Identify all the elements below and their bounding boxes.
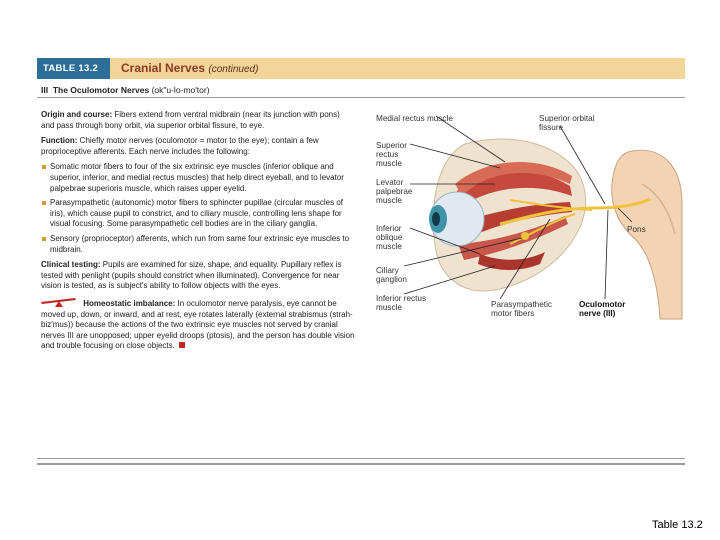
label-inferior-rectus: Inferior rectus muscle xyxy=(376,294,427,312)
clinical-text: Pupils are examined for size, shape, and equality. Pupillary reflex is tested with penlight (pupils should constrict when illuminated). Convergence for near vision is tested, as is subject's ability to follow objects with the eyes. xyxy=(41,260,342,291)
origin-paragraph xyxy=(41,110,355,131)
label-superior-rectus: Superior rectus muscle xyxy=(376,141,407,168)
label-ciliary-ganglion: Ciliary ganglion xyxy=(376,266,407,284)
origin-text: Fibers extend from ventral midbrain (near its junction with pons) and pass through bony orbit, via superior orbital fissure, to eye. xyxy=(41,110,340,130)
bottom-divider-thick xyxy=(37,463,685,465)
list-item: Parasympathetic (autonomic) motor fibers to sphincter pupillae (circular muscles of iris), which cause pupil to constrict, and to ciliary muscle, controlling lens shape for visual focusing. Some parasympathetic cell bodies are in the ciliary ganglia. xyxy=(41,198,355,230)
table-header xyxy=(37,58,685,79)
label-medial-rectus: Medial rectus muscle xyxy=(376,114,453,123)
clinical-paragraph xyxy=(41,260,355,292)
section-pronunciation: (ok″u-lo-mo′tor) xyxy=(151,85,210,95)
label-pons: Pons xyxy=(627,225,646,234)
section-divider xyxy=(37,97,685,98)
oculomotor-diagram xyxy=(360,104,685,324)
label-parasympathetic: Parasympathetic motor fibers xyxy=(491,300,552,318)
section-numeral: III xyxy=(41,85,49,95)
function-text: Chiefly motor nerves (oculomotor = motor to the eye); contain a few proprioceptive afferents. Each nerve includes the following: xyxy=(41,136,319,156)
end-marker-icon xyxy=(179,342,185,348)
origin-label: Origin and course: xyxy=(41,110,113,119)
table-title xyxy=(121,58,258,79)
label-inferior-oblique: Inferior oblique muscle xyxy=(376,224,403,251)
list-item: Sensory (proprioceptor) afferents, which run from same four extrinsic eye muscles to midbrain. xyxy=(41,234,355,255)
imbalance-text: In oculomotor nerve paralysis, eye cannot be moved up, down, or inward, and at rest, eye rotates laterally (external strabismus (strah-biz′mus)) because the actions of the two extrinsic eye muscles not served by cranial nerves III are unopposed; upper eyelid droops (ptosis), and the person has double vision and trouble focusing on close objects. xyxy=(41,298,355,351)
function-bullet-list xyxy=(41,162,355,255)
table-title-text: Cranial Nerves xyxy=(121,61,206,75)
label-oculomotor-nerve: Oculomotor nerve (III) xyxy=(579,300,626,318)
orbit-illustration xyxy=(360,104,685,324)
bottom-divider xyxy=(37,458,685,459)
section-name: The Oculomotor Nerves xyxy=(52,85,150,95)
label-levator: Levator palpebrae muscle xyxy=(376,178,413,205)
list-item: Somatic motor fibers to four of the six extrinsic eye muscles (inferior oblique and superior, inferior, and medial rectus muscles) that help direct eyeball, and to levator palpebrae superioris muscle, which raises upper eyelid. xyxy=(41,162,355,194)
imbalance-label: Homeostatic imbalance: xyxy=(83,298,176,308)
imbalance-paragraph xyxy=(41,297,355,352)
table-title-suffix: (continued) xyxy=(208,64,259,75)
function-paragraph xyxy=(41,136,355,157)
table-number-label: TABLE 13.2 xyxy=(37,58,110,79)
section-heading xyxy=(41,85,210,95)
label-superior-orbital-fissure: Superior orbital fissure xyxy=(539,114,595,132)
slide-caption: Table 13.2 xyxy=(652,519,703,531)
text-column xyxy=(41,110,355,357)
clinical-label: Clinical testing: xyxy=(41,260,101,270)
function-label: Function: xyxy=(41,136,78,146)
balance-scale-icon xyxy=(41,297,77,307)
